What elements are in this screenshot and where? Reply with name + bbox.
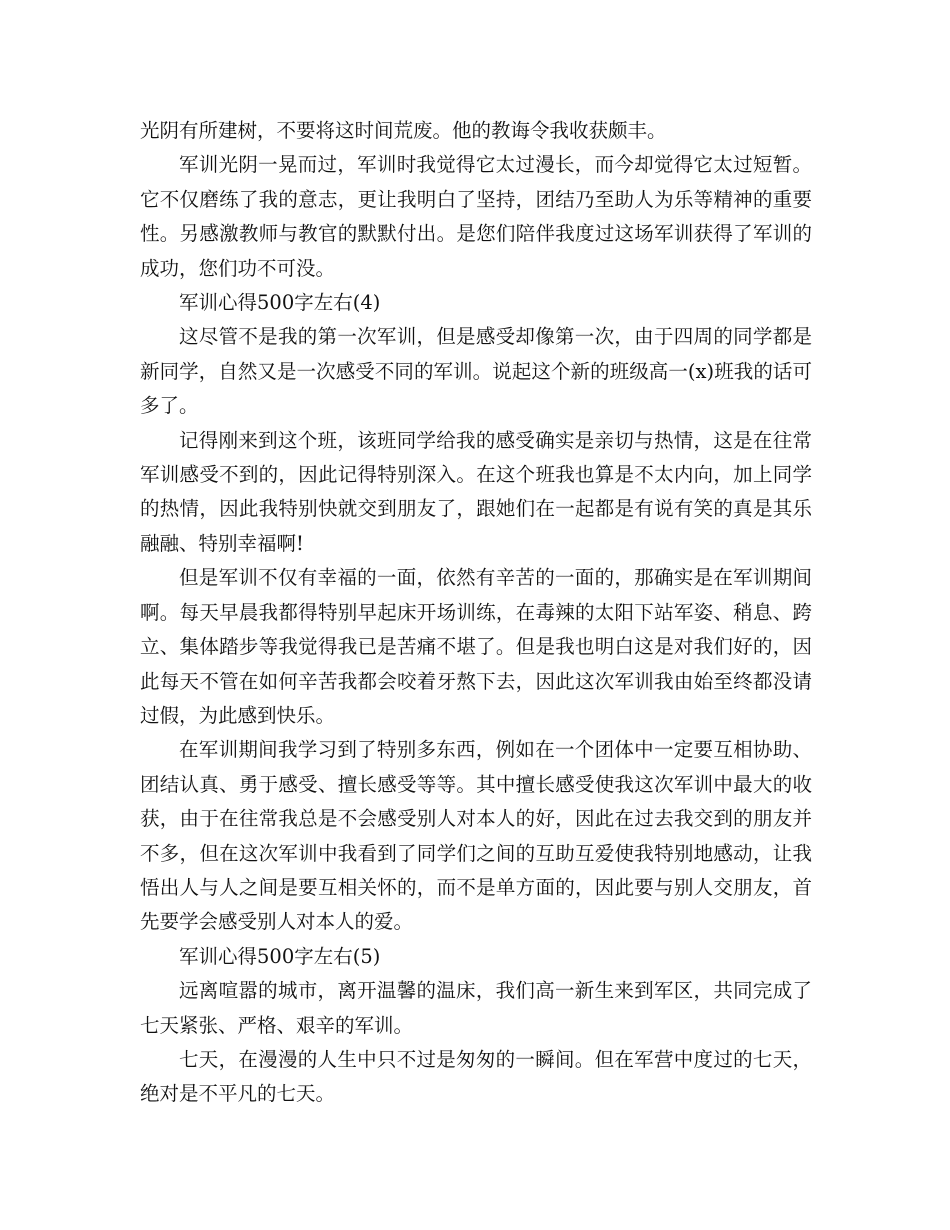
- paragraph: 记得刚来到这个班，该班同学给我的感受确实是亲切与热情，这是在往常军训感受不到的，因此记得特别深入。在这个班我也算是不太内向，加上同学的热情，因此我特别快就交到朋友了，跟她们在一起都是有说有笑的真是其乐融融、特别幸福啊!: [140, 428, 812, 555]
- paragraph-continuation: 光阴有所建树，不要将这时间荒废。他的教诲令我收获颇丰。: [140, 119, 667, 142]
- paragraph: 远离喧嚣的城市，离开温馨的温床，我们高一新生来到军区，共同完成了七天紧张、严格、艰辛的军训。: [140, 979, 812, 1037]
- paragraph: 军训光阴一晃而过，军训时我觉得它太过漫长，而今却觉得它太过短暂。它不仅磨练了我的意志，更让我明白了坚持，团结乃至助人为乐等精神的重要性。另感激教师与教官的默默付出。是您们陪伴我度过这场军训获得了军训的成功，您们功不可没。: [140, 153, 812, 280]
- paragraph: 这尽管不是我的第一次军训，但是感受却像第一次，由于四周的同学都是新同学，自然又是一次感受不同的军训。说起这个新的班级高一(x)班我的话可多了。: [140, 325, 812, 418]
- document-page: [140, 114, 812, 1112]
- paragraph: 七天，在漫漫的人生中只不过是匆匆的一瞬间。但在军营中度过的七天，绝对是不平凡的七天。: [140, 1047, 812, 1106]
- section-heading: 军训心得500字左右(5): [179, 944, 381, 968]
- section-heading: 军训心得500字左右(4): [179, 291, 381, 315]
- paragraph: 但是军训不仅有幸福的一面，依然有辛苦的一面的，那确实是在军训期间啊。每天早晨我都得特别早起床开场训练，在毒辣的太阳下站军姿、稍息、跨立、集体踏步等我觉得我已是苦痛不堪了。但是我也明白这是对我们好的，因此每天不管在如何辛苦我都会咬着牙熬下去，因此这次军训我由始至终都没请过假，为此感到快乐。: [140, 566, 812, 727]
- paragraph: 在军训期间我学习到了特别多东西，例如在一个团体中一定要互相协助、团结认真、勇于感受、擅长感受等等。其中擅长感受使我这次军训中最大的收获，由于在往常我总是不会感受别人对本人的好，因此在过去我交到的朋友并不多，但在这次军训中我看到了同学们之间的互助互爱使我特别地感动，让我悟出人与人之间是要互相关怀的，而不是单方面的，因此要与别人交朋友，首先要学会感受别人对本人的爱。: [140, 738, 812, 934]
